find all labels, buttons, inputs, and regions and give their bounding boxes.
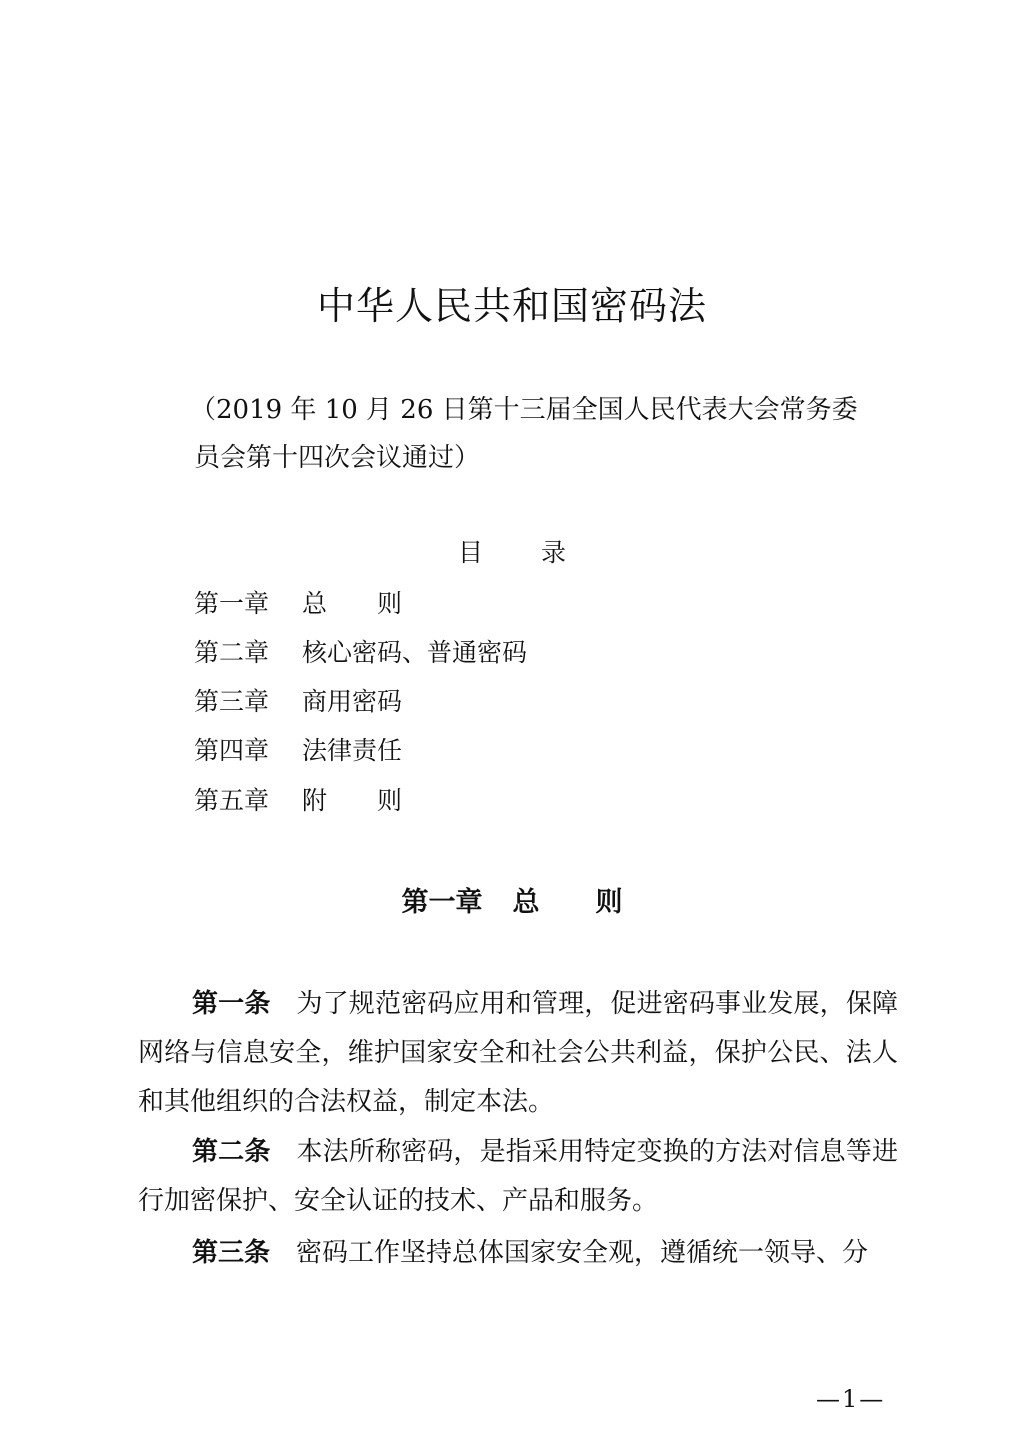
toc-item	[194, 733, 402, 769]
article-number: 第一条	[192, 989, 271, 1019]
article-text: 本法所称密码，是指采用特定变换的方法对信息等进行加密保护、安全认证的技术、产品和服务。	[138, 1137, 898, 1216]
toc-item-number: 第一章	[194, 589, 270, 618]
document-title: 中华人民共和国密码法	[316, 284, 707, 328]
toc-item	[194, 684, 402, 720]
toc-item	[194, 783, 402, 819]
toc-item-name: 法律责任	[302, 736, 403, 765]
toc-item-number: 第五章	[194, 786, 270, 815]
article-text: 密码工作坚持总体国家安全观，遵循统一领导、分	[296, 1238, 869, 1268]
chapter-number: 第一章	[401, 887, 483, 918]
toc-item-number: 第三章	[194, 687, 270, 716]
article-text: 为了规范密码应用和管理，促进密码事业发展，保障网络与信息安全，维护国家安全和社会公共利益，保护公民、法人和其他组织的合法权益，制定本法。	[138, 989, 898, 1117]
toc-item-number: 第二章	[194, 638, 270, 667]
article-number: 第二条	[192, 1137, 271, 1167]
toc-heading-right: 录	[541, 538, 567, 567]
article-paragraph	[138, 980, 898, 1127]
article-paragraph	[138, 1128, 898, 1226]
toc-item-number: 第四章	[194, 736, 270, 765]
toc-heading-left: 目	[457, 538, 483, 567]
toc-item-name: 核心密码、普通密码	[302, 638, 528, 667]
toc-heading	[0, 535, 1024, 571]
chapter-heading	[0, 884, 1024, 922]
chapter-name-right: 则	[595, 887, 623, 918]
article-number: 第三条	[192, 1238, 271, 1268]
adoption-note-line1: （2019 年 10 月 26 日第十三届全国人民代表大会常务委	[190, 395, 858, 425]
page-number: —1—	[816, 1385, 886, 1413]
toc-item-name: 商用密码	[302, 687, 403, 716]
article-paragraph	[138, 1229, 898, 1278]
toc-item-name: 附 则	[302, 786, 403, 815]
chapter-name-left: 总	[512, 887, 540, 918]
toc-item-name: 总 则	[302, 589, 403, 618]
toc-item	[194, 586, 402, 622]
toc-item	[194, 635, 527, 671]
adoption-note-line2: 员会第十四次会议通过）	[194, 443, 481, 473]
